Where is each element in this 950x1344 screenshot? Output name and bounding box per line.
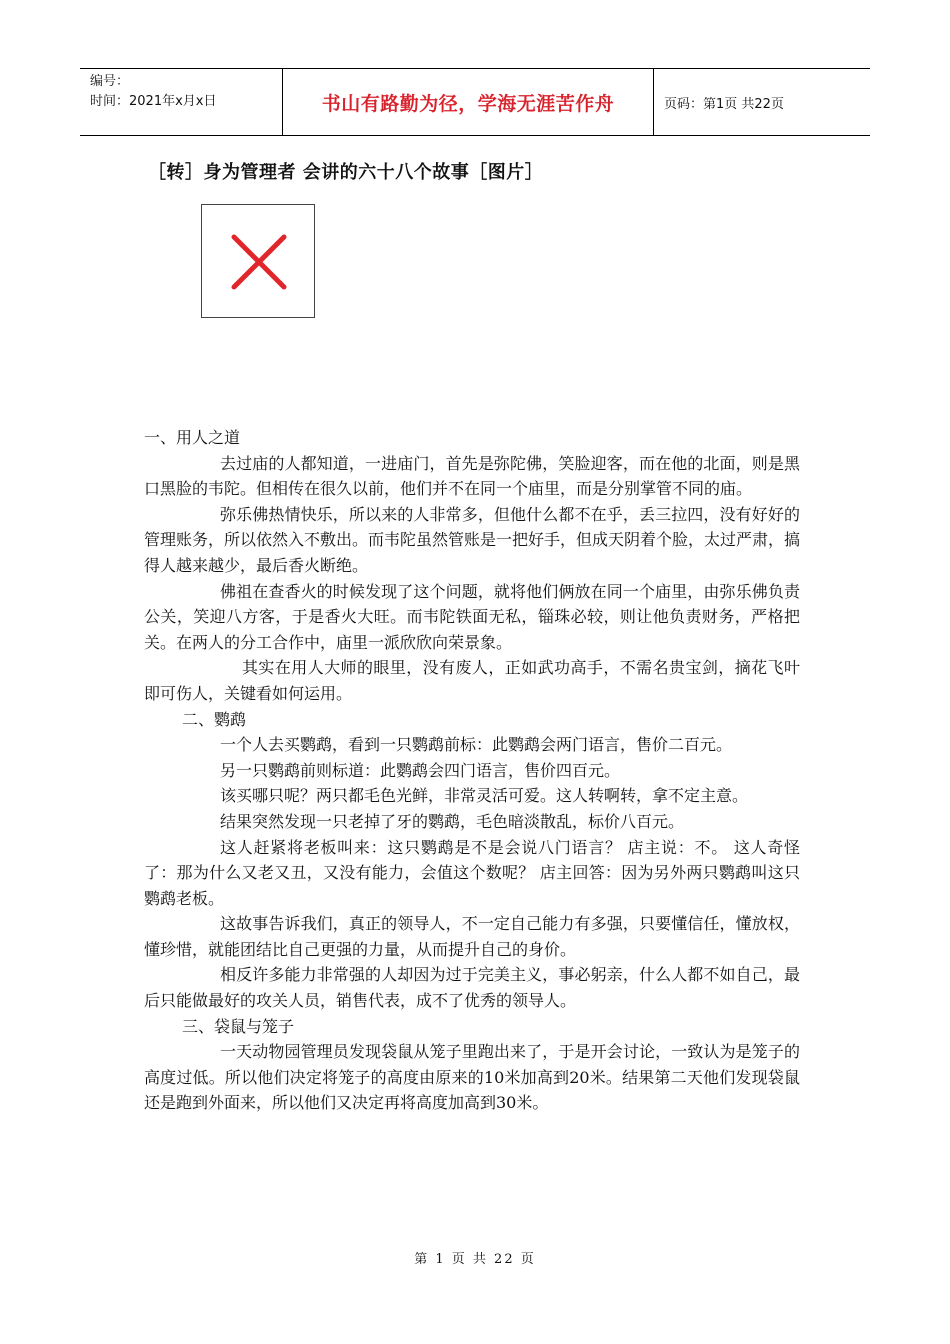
paragraph: 其实在用人大师的眼里，没有废人，正如武功高手，不需名贵宝剑，摘花飞叶即可伤人，关键看如何运用。 (144, 658, 800, 703)
paragraph: 这人赶紧将老板叫来：这只鹦鹉是不是会说八门语言？ 店主说：不。 这人奇怪了：那为什么又老又丑，又没有能力，会值这个数呢？ 店主回答：因为另外两只鹦鹉叫这只鹦鹉老板。 (144, 837, 800, 908)
paragraph: 去过庙的人都知道，一进庙门，首先是弥陀佛，笑脸迎客，而在他的北面，则是黑口黑脸的韦陀。但相传在很久以前，他们并不在同一个庙里，而是分别掌管不同的庙。 (144, 453, 800, 499)
paragraph: 该买哪只呢？两只都毛色光鲜，非常灵活可爱。这人转啊转，拿不定主意。 (220, 786, 749, 806)
header-left-cell (80, 69, 282, 135)
header-page-info: 页码：第1页 共22页 (664, 96, 784, 112)
paragraph: 结果突然发现一只老掉了牙的鹦鹉，毛色暗淡散乱，标价八百元。 (220, 811, 685, 831)
paragraph: 另一只鹦鹉前则标道：此鹦鹉会四门语言，售价四百元。 (220, 760, 621, 780)
broken-image-x-icon (230, 233, 288, 291)
header-motto: 书山有路勤为径，学海无涯苦作舟 (321, 92, 615, 115)
paragraph: 弥乐佛热情快乐，所以来的人非常多，但他什么都不在乎，丢三拉四，没有好好的管理账务，所以依然入不敷出。而韦陀虽然管账是一把好手，但成天阴着个脸，太过严肃，搞得人越来越少，最后香火断绝。 (144, 504, 801, 575)
paragraph: 佛祖在查香火的时候发现了这个问题，就将他们俩放在同一个庙里，由弥乐佛负责公关，笑迎八方客，于是香火大旺。而韦陀铁面无私，锱珠必较，则让他负责财务，严格把关。在两人的分工合作中，庙里一派欣欣向荣景象。 (144, 581, 800, 652)
image-placeholder (201, 204, 315, 318)
section-heading-3: 三、袋鼠与笼子 (182, 1016, 295, 1036)
paragraph: 一天动物园管理员发现袋鼠从笼子里跑出来了，于是开会讨论，一致认为是笼子的高度过低。所以他们决定将笼子的高度由原来的10米加高到20米。结果第二天他们发现袋鼠还是跑到外面来，所以他们又决定再将高度加高到30米。 (144, 1042, 800, 1113)
section-heading-1: 一、用人之道 (144, 428, 241, 447)
page-footer: 第 1 页 共 22 页 (414, 1252, 536, 1267)
paragraph: 一个人去买鹦鹉，看到一只鹦鹉前标：此鹦鹉会两门语言，售价二百元。 (220, 735, 733, 755)
document-body (144, 425, 800, 1116)
header-table (80, 68, 870, 136)
header-motto-cell (282, 69, 654, 135)
paragraph: 相反许多能力非常强的人却因为过于完美主义，事必躬亲，什么人都不如自己，最后只能做最好的攻关人员，销售代表，成不了优秀的领导人。 (144, 965, 800, 1011)
doc-number-label: 编号： (90, 74, 130, 89)
section-heading-2: 二、鹦鹉 (182, 709, 247, 729)
header-page-cell (654, 69, 870, 135)
doc-date-label: 时间：2021年x月x日 (90, 94, 217, 109)
document-title: ［转］身为管理者 会讲的六十八个故事［图片］ (148, 162, 544, 183)
paragraph: 这故事告诉我们，真正的领导人，不一定自己能力有多强，只要懂信任，懂放权，懂珍惜，就能团结比自己更强的力量，从而提升自己的身价。 (144, 914, 800, 959)
